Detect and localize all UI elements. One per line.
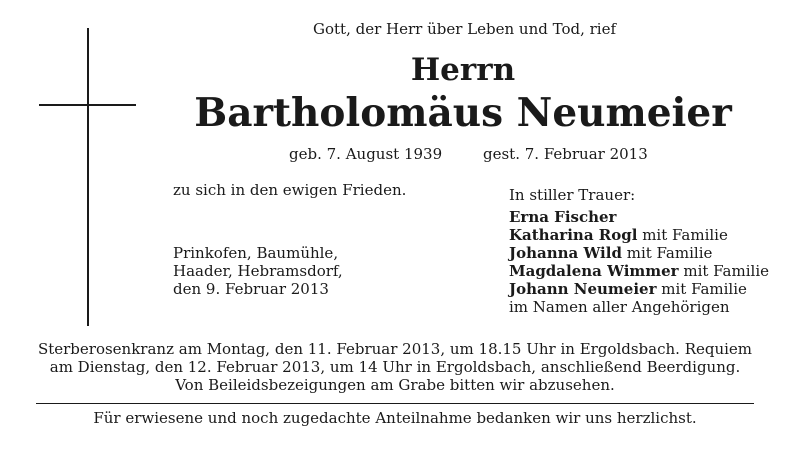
place-date: den 9. Februar 2013: [173, 280, 329, 298]
mourner-suffix: mit Familie: [656, 280, 747, 298]
mourner-name: Johanna Wild: [509, 244, 622, 262]
mourner-name: Magdalena Wimmer: [509, 262, 679, 280]
mourning-heading: In stiller Trauer:: [509, 186, 636, 204]
mourner-suffix: mit Familie: [678, 262, 769, 280]
salutation: Herrn: [410, 52, 516, 88]
mourner-name: Johann Neumeier: [509, 280, 657, 298]
place-line: Haader, Hebramsdorf,: [173, 262, 343, 280]
intro-text: Gott, der Herr über Leben und Tod, rief: [313, 20, 617, 38]
mourner-item: [509, 262, 769, 280]
mourner-suffix: mit Familie: [637, 226, 728, 244]
peace-text: zu sich in den ewigen Frieden.: [173, 181, 407, 199]
mourner-item: [509, 280, 747, 298]
relatives-text: im Namen aller Angehörigen: [509, 298, 730, 316]
service-line: Sterberosenkranz am Montag, den 11. Februar 2013, um 18.15 Uhr in Ergoldsbach. Requiem: [37, 340, 753, 358]
place-line: Prinkofen, Baumühle,: [173, 244, 339, 262]
mourner-suffix: mit Familie: [621, 244, 713, 262]
mourner-name: Katharina Rogl: [509, 226, 638, 244]
mourner-item: [509, 208, 616, 226]
service-line: Von Beileidsbezeigungen am Grabe bitten wir abzusehen.: [175, 376, 615, 394]
mourner-item: [509, 226, 728, 244]
mourner-name: Erna Fischer: [509, 208, 617, 226]
service-line: am Dienstag, den 12. Februar 2013, um 14 Uhr in Ergoldsbach, anschließend Beerdigung.: [49, 358, 741, 376]
divider: [36, 403, 754, 404]
thanks-text: Für erwiesene und noch zugedachte Anteilnahme bedanken wir uns herzlichst.: [93, 409, 697, 427]
deceased-name: Bartholomäus Neumeier: [194, 90, 732, 136]
mourner-item: [509, 244, 712, 262]
birth-date: geb. 7. August 1939: [289, 145, 443, 163]
death-date: gest. 7. Februar 2013: [483, 145, 648, 163]
